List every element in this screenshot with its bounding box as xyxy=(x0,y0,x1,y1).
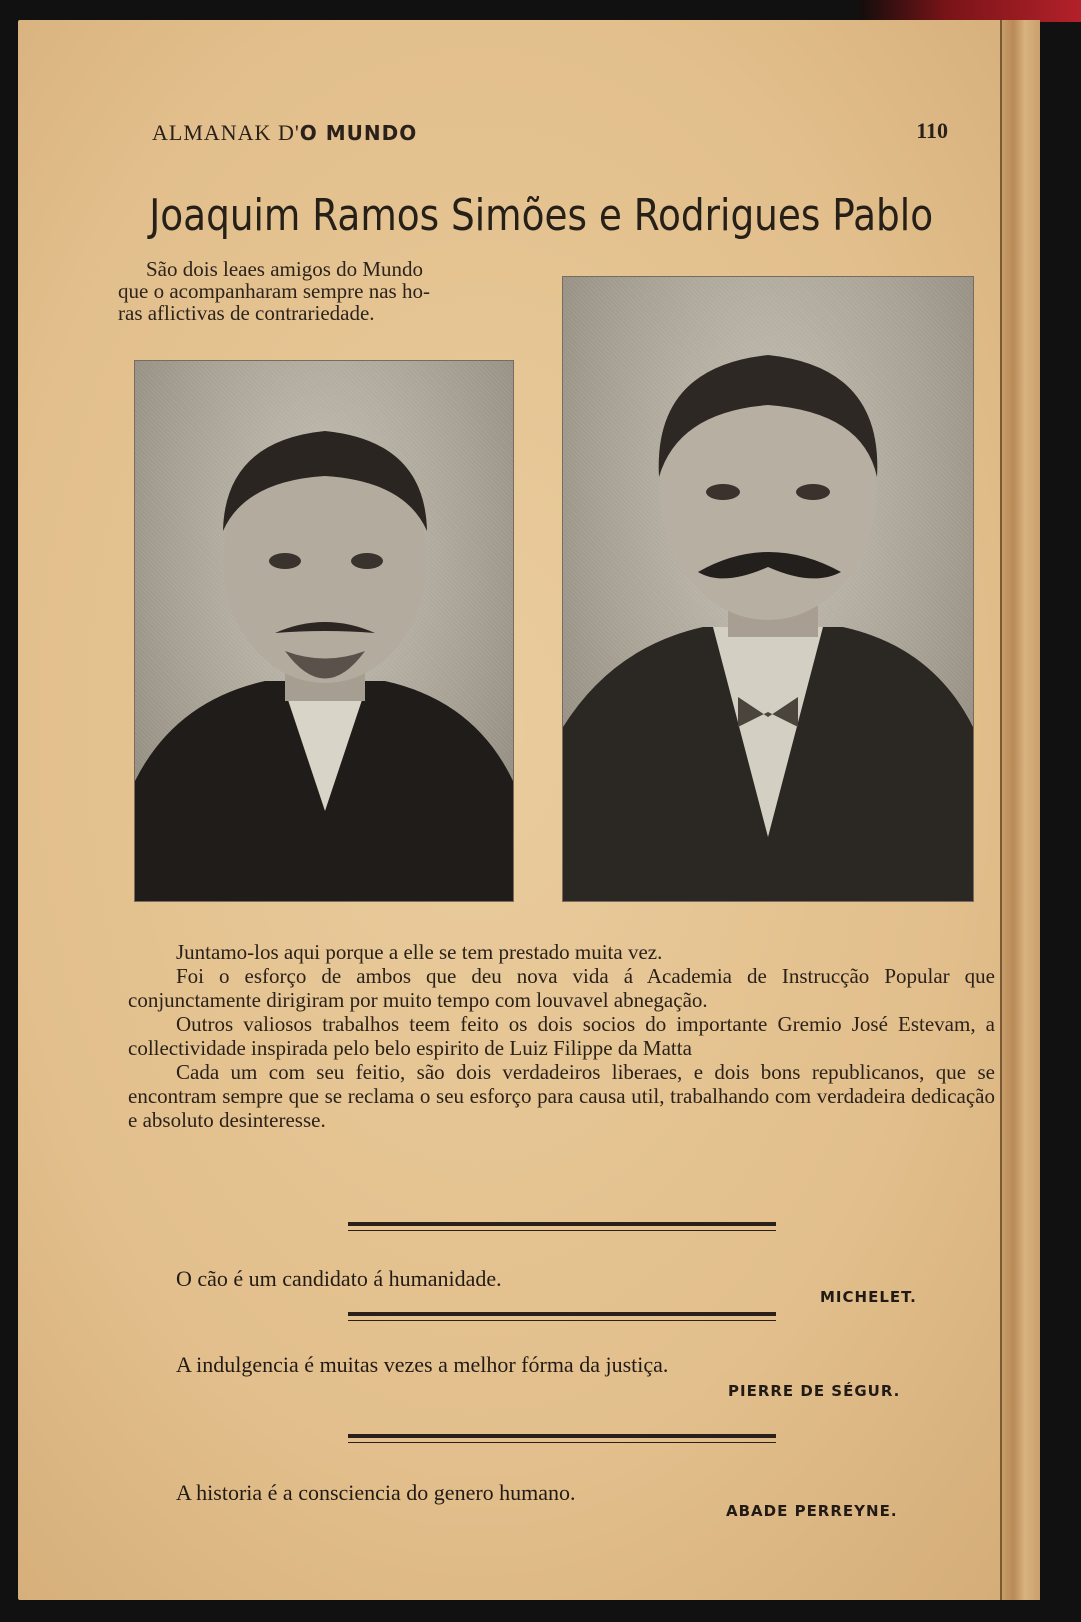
intro-line: São dois leaes amigos do Mundo xyxy=(146,257,424,281)
book-cover-edge xyxy=(860,0,1081,22)
portrait-photo-left xyxy=(134,360,514,902)
intro-line: que o acompanharam sempre nas ho‑ xyxy=(118,279,430,303)
running-title-bold: O MUNDO xyxy=(299,121,418,145)
article-paragraph: Outros valiosos trabalhos teem feito os dois socios do importante Gremio José Estevam, a collectividade inspirada pelo belo espirito de Luiz Filippe da Matta xyxy=(128,1012,995,1060)
quote-text: O cão é um candidato á humanidade. xyxy=(176,1266,502,1291)
section-divider xyxy=(348,1222,776,1231)
quote-author: ABADE PERREYNE. xyxy=(726,1502,898,1520)
portrait-figure xyxy=(135,361,513,901)
running-title xyxy=(152,120,417,146)
article-intro xyxy=(118,258,538,324)
section-divider xyxy=(348,1434,776,1443)
page-gutter xyxy=(1000,20,1040,1600)
quote-text: A indulgencia é muitas vezes a melhor fórma da justiça. xyxy=(176,1352,669,1377)
portrait-photo-right xyxy=(562,276,974,902)
intro-line: ras aflictivas de contrariedade. xyxy=(118,301,375,325)
article-title: Joaquim Ramos Simões e Rodrigues Pablo xyxy=(149,190,934,241)
article-paragraph: Cada um com seu feitio, são dois verdadeiros liberaes, e dois bons republicanos, que se encontram sempre que se reclama o seu esforço para causa util, trabalhando com verdadeira dedicação e absoluto desinteresse. xyxy=(128,1060,995,1132)
quote-text: A historia é a consciencia do genero humano. xyxy=(176,1480,576,1505)
article-paragraph: Juntamo-los aqui porque a elle se tem prestado muita vez. xyxy=(176,940,663,964)
running-title-prefix: ALMANAK D' xyxy=(152,120,300,145)
article-body xyxy=(128,940,995,1132)
page-number: 110 xyxy=(916,118,948,143)
quote-author: PIERRE DE SÉGUR. xyxy=(728,1382,901,1400)
article-paragraph: Foi o esforço de ambos que deu nova vida á Academia de Instrucção Popular que conjunctamente dirigiram por muito tempo com louvavel abnegação. xyxy=(128,964,995,1012)
quote-author: MICHELET. xyxy=(820,1288,917,1306)
portrait-figure xyxy=(563,277,973,901)
section-divider xyxy=(348,1312,776,1321)
page-header xyxy=(136,120,956,150)
